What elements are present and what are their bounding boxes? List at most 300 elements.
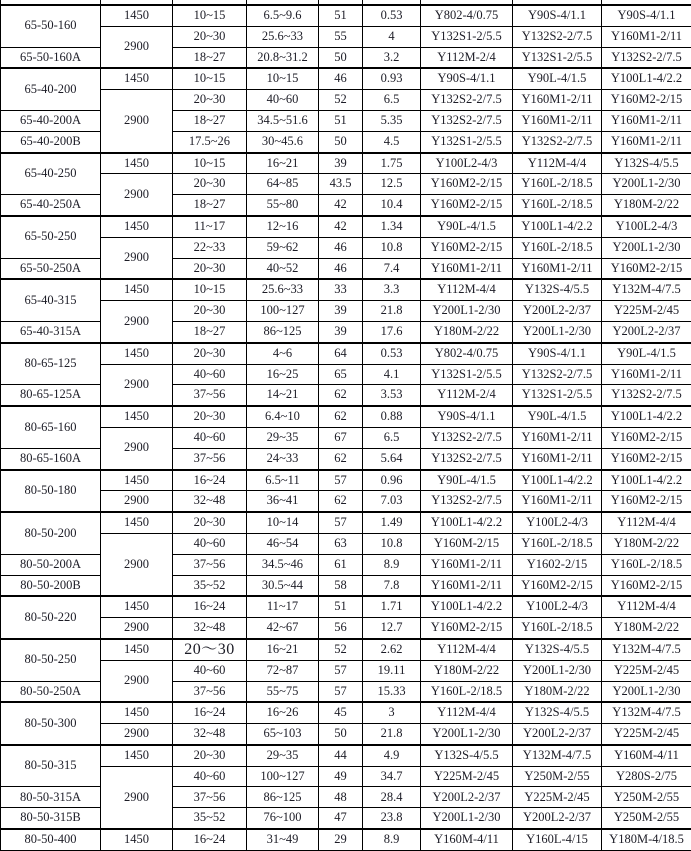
table-cell: 80-65-125 [1,343,101,385]
table-cell: Y160M1-2/11 [602,26,691,47]
table-cell: Y160M2-2/15 [602,258,691,279]
table-row [1,174,691,195]
table-cell: 12.5 [363,174,421,195]
table-cell: 1.49 [363,512,421,533]
table-cell: Y100L1-4/2.2 [421,596,513,617]
table-cell: 39 [319,153,363,174]
table-cell: Y132S-4/5.5 [513,639,602,660]
table-row [1,68,691,89]
table-cell: 65-50-160 [1,5,101,47]
table-cell: 46 [319,237,363,258]
table-cell: Y225M-2/45 [602,301,691,322]
table-cell: 8.9 [363,554,421,575]
table-cell: 1450 [101,343,173,364]
table-cell: Y200L2-2/37 [513,301,602,322]
table-cell: 39 [319,301,363,322]
table-cell: 20~30 [173,90,247,111]
table-cell: 30.5~44 [247,575,319,596]
table-cell: 51 [319,110,363,131]
table-cell: 19.11 [363,660,421,681]
table-cell: Y200L1-2/30 [421,808,513,829]
table-cell: Y132S1-2/5.5 [421,364,513,385]
table-cell: 2900 [101,724,173,745]
table-cell: Y132S2-2/7.5 [421,448,513,469]
table-cell: 20~30 [173,406,247,427]
table-cell: Y200L2-2/37 [513,808,602,829]
table-cell: 5.35 [363,110,421,131]
table-cell: 29~35 [247,427,319,448]
table-cell: Y802-4/0.75 [421,5,513,26]
table-cell: 28.4 [363,787,421,808]
table-cell: 20～30 [173,639,247,660]
table-cell: 80-50-315 [1,745,101,787]
table-cell: 11~17 [247,596,319,617]
table-cell: Y100L1-4/2.2 [602,406,691,427]
table-cell: Y132M-4/7.5 [513,745,602,766]
table-cell: Y90L-4/1.5 [421,216,513,237]
table-cell: Y160M1-2/11 [421,258,513,279]
table-row [1,406,691,427]
table-cell: Y100L2-4/3 [513,596,602,617]
table-cell: 50 [319,131,363,152]
table-cell: 55~75 [247,681,319,702]
table-cell: Y160L-2/18.5 [513,618,602,639]
table-cell: 65-40-200B [1,131,101,152]
table-cell: 40~60 [173,364,247,385]
table-cell: 62 [319,385,363,406]
table-row [1,618,691,639]
table-row [1,26,691,47]
table-cell: 10~15 [173,153,247,174]
table-cell: 80-50-220 [1,596,101,639]
table-cell: Y160M1-2/11 [513,491,602,512]
table-cell: Y160M2-2/15 [602,448,691,469]
table-cell: Y132S2-2/7.5 [602,47,691,68]
table-cell: 0.53 [363,5,421,26]
table-cell: 44 [319,745,363,766]
table-cell: 4.5 [363,131,421,152]
table-row [1,533,691,554]
table-cell: Y160M1-2/11 [513,110,602,131]
table-cell: Y225M-2/45 [602,660,691,681]
table-cell: 1450 [101,279,173,300]
table-cell: 2900 [101,660,173,702]
table-cell: Y200L1-2/30 [513,321,602,342]
table-cell: 43.5 [319,174,363,195]
table-cell: 36~41 [247,491,319,512]
table-cell: 16~21 [247,639,319,660]
table-cell: 8.9 [363,829,421,850]
table-cell: Y180M-2/22 [421,321,513,342]
table-cell: 80-50-315A [1,787,101,808]
table-cell: Y132S2-2/7.5 [421,427,513,448]
table-cell: 5.64 [363,448,421,469]
table-row [1,660,691,681]
table-cell: 17.6 [363,321,421,342]
table-cell: 34.7 [363,766,421,787]
table-cell: Y90S-4/1.1 [513,343,602,364]
table-cell: 37~56 [173,681,247,702]
table-cell: 65 [319,364,363,385]
table-cell: Y132S2-2/7.5 [513,26,602,47]
table-cell: 2900 [101,427,173,469]
table-cell: 6.5 [363,427,421,448]
table-cell: Y200L1-2/30 [421,301,513,322]
table-cell: 2900 [101,533,173,596]
table-cell: Y100L2-4/3 [513,512,602,533]
table-cell: Y200L1-2/30 [602,174,691,195]
table-cell: 2900 [101,364,173,406]
table-cell: 65-40-315 [1,279,101,321]
table-cell: 47 [319,808,363,829]
table-cell: Y160M2-2/15 [421,174,513,195]
table-cell: Y160M2-2/15 [421,237,513,258]
table-cell: 37~56 [173,787,247,808]
table-cell: 72~87 [247,660,319,681]
table-cell: Y90S-4/1.1 [513,5,602,26]
table-row [1,639,691,660]
table-cell: Y132S1-2/5.5 [513,47,602,68]
table-cell: Y132M-4/7.5 [602,279,691,300]
table-cell: 40~52 [247,258,319,279]
table-cell: Y90L-4/1.5 [602,343,691,364]
table-cell: Y112M-4/4 [421,702,513,723]
table-cell: 10.4 [363,195,421,216]
table-cell: Y160M1-2/11 [513,90,602,111]
table-cell: 6.5~11 [247,470,319,491]
table-cell: 52 [319,90,363,111]
table-cell: 16~24 [173,702,247,723]
table-cell: 40~60 [173,427,247,448]
table-cell: Y160L-2/18.5 [513,195,602,216]
table-cell: Y160L-2/18.5 [513,237,602,258]
table-cell: 63 [319,533,363,554]
table-cell: Y160M-2/15 [421,533,513,554]
table-cell: 61 [319,554,363,575]
table-cell: Y112M-4/4 [421,279,513,300]
table-cell: 2.62 [363,639,421,660]
table-cell: Y160L-4/15 [513,829,602,850]
table-cell: Y100L1-4/2.2 [513,216,602,237]
table-cell: Y160M2-2/15 [421,195,513,216]
table-cell: Y112M-2/4 [421,385,513,406]
table-cell: 1450 [101,702,173,723]
table-row [1,596,691,617]
table-cell: Y200L2-2/37 [513,724,602,745]
table-cell: 37~56 [173,554,247,575]
table-cell: 80-65-160 [1,406,101,448]
table-cell: Y132S2-2/7.5 [513,131,602,152]
table-row [1,702,691,723]
table-cell: 62 [319,448,363,469]
table-cell: 65~103 [247,724,319,745]
table-cell: Y225M-2/45 [602,724,691,745]
table-cell: 46 [319,68,363,89]
table-cell: Y250M-2/55 [602,787,691,808]
table-cell: 7.03 [363,491,421,512]
table-cell: 65-50-250A [1,258,101,279]
table-cell: 10~14 [247,512,319,533]
table-cell: 0.93 [363,68,421,89]
table-cell: 34.5~51.6 [247,110,319,131]
table-cell: 20~30 [173,745,247,766]
table-cell: 7.8 [363,575,421,596]
table-cell: Y160M-4/11 [602,745,691,766]
table-cell: Y160M1-2/11 [421,554,513,575]
table-cell: 1450 [101,745,173,766]
table-cell: Y100L1-4/2.2 [513,470,602,491]
table-cell: 3.53 [363,385,421,406]
table-cell: Y160M2-2/15 [602,427,691,448]
table-cell: Y225M-2/45 [421,766,513,787]
table-row [1,90,691,111]
table-cell: 16~24 [173,596,247,617]
table-row [1,766,691,787]
table-cell: 16~24 [173,470,247,491]
table-cell: Y180M-2/22 [602,195,691,216]
table-cell: 40~60 [247,90,319,111]
table-cell: Y200L1-2/30 [421,724,513,745]
table-cell: 20~30 [173,512,247,533]
table-cell: 17.5~26 [173,131,247,152]
table-cell: Y180M-2/22 [602,618,691,639]
table-cell: 65-40-315A [1,321,101,342]
table-cell: 2900 [101,301,173,343]
table-cell: 80-50-250A [1,681,101,702]
table-cell: 2900 [101,26,173,68]
table-cell: 1450 [101,406,173,427]
table-cell: 2900 [101,174,173,216]
table-cell: Y112M-4/4 [513,153,602,174]
table-cell: 37~56 [173,448,247,469]
table-cell: 2900 [101,237,173,279]
table-row [1,216,691,237]
table-cell: 22~33 [173,237,247,258]
table-cell: Y160M-4/11 [421,829,513,850]
table-cell: 80-50-200B [1,575,101,596]
table-row [1,745,691,766]
table-cell: 40~60 [173,766,247,787]
table-cell: 15.33 [363,681,421,702]
table-cell: Y200L2-2/37 [602,321,691,342]
table-cell: 25.6~33 [247,26,319,47]
table-cell: 65-50-160A [1,47,101,68]
table-cell: Y132S2-2/7.5 [421,90,513,111]
table-cell: 23.8 [363,808,421,829]
table-cell: Y280S-2/75 [602,766,691,787]
table-cell: 51 [319,596,363,617]
table-cell: 1450 [101,512,173,533]
table-cell: 16~24 [173,829,247,850]
table-cell: 1.75 [363,153,421,174]
table-cell: 52 [319,639,363,660]
table-cell: 2900 [101,618,173,639]
table-cell: Y160M2-2/15 [602,90,691,111]
table-cell: 42 [319,195,363,216]
table-cell: 20~30 [173,258,247,279]
table-cell: 80-65-125A [1,385,101,406]
table-cell: 100~127 [247,766,319,787]
table-cell: 18~27 [173,321,247,342]
table-cell: Y90S-4/1.1 [421,406,513,427]
table-cell: 31~49 [247,829,319,850]
table-cell: Y132M-4/7.5 [602,702,691,723]
table-cell: 56 [319,618,363,639]
table-cell: Y90L-4/1.5 [421,470,513,491]
table-cell: 80-50-180 [1,470,101,513]
table-cell: 51 [319,5,363,26]
table-cell: 10.8 [363,533,421,554]
table-cell: 59~62 [247,237,319,258]
table-cell: 14~21 [247,385,319,406]
table-row [1,829,691,850]
table-cell: 29~35 [247,745,319,766]
table-cell: 46~54 [247,533,319,554]
table-cell: 65-40-250A [1,195,101,216]
table-cell: 86~125 [247,321,319,342]
table-cell: Y132S2-2/7.5 [602,385,691,406]
table-cell: 10~15 [173,5,247,26]
table-cell: 20~30 [173,343,247,364]
table-cell: 65-50-250 [1,216,101,258]
table-cell: Y132S-4/5.5 [602,153,691,174]
table-cell: Y160L-2/18.5 [513,174,602,195]
table-cell: Y132S1-2/5.5 [513,385,602,406]
table-row [1,724,691,745]
table-cell: Y132S-4/5.5 [513,279,602,300]
table-cell: 10~15 [247,68,319,89]
table-row [1,343,691,364]
table-cell: 39 [319,321,363,342]
table-cell: 37~56 [173,385,247,406]
table-cell: Y802-4/0.75 [421,343,513,364]
table-cell: Y132S1-2/5.5 [421,131,513,152]
table-cell: 35~52 [173,575,247,596]
table-cell: Y160M1-2/11 [602,131,691,152]
table-cell: 62 [319,406,363,427]
table-cell: 57 [319,660,363,681]
table-cell: Y112M-4/4 [602,596,691,617]
table-cell: 10.8 [363,237,421,258]
table-cell: Y100L2-4/3 [602,216,691,237]
table-cell: 35~52 [173,808,247,829]
table-cell: 80-50-315B [1,808,101,829]
table-cell: Y132S2-2/7.5 [513,364,602,385]
table-cell: 80-50-200A [1,554,101,575]
table-row [1,279,691,300]
table-cell: Y160M1-2/11 [421,575,513,596]
table-cell: 40~60 [173,660,247,681]
table-cell: Y250M-2/55 [602,808,691,829]
table-cell: 16~26 [247,702,319,723]
table-row [1,512,691,533]
table-cell: 1450 [101,153,173,174]
table-cell: 80-65-160A [1,448,101,469]
table-cell: 1450 [101,5,173,26]
table-cell: 1450 [101,639,173,660]
table-cell: 33 [319,279,363,300]
table-cell: Y90L-4/1.5 [513,406,602,427]
table-cell: 12~16 [247,216,319,237]
table-cell: 6.5 [363,90,421,111]
table-cell: 2900 [101,90,173,153]
table-cell: Y112M-4/4 [421,639,513,660]
table-cell: Y160M2-2/15 [421,618,513,639]
table-cell: Y132S2-2/7.5 [421,491,513,512]
table-cell: 7.4 [363,258,421,279]
table-cell: 40~60 [173,533,247,554]
table-cell: 1.71 [363,596,421,617]
table-cell: 18~27 [173,47,247,68]
table-cell: Y160M2-2/15 [602,491,691,512]
pump-spec-table-body [1,0,691,850]
table-cell: 86~125 [247,787,319,808]
table-cell: 80-50-200 [1,512,101,554]
table-cell: 18~27 [173,195,247,216]
table-cell: 21.8 [363,301,421,322]
table-cell: 10~15 [173,68,247,89]
table-cell: 20~30 [173,174,247,195]
table-row [1,301,691,322]
table-cell: 57 [319,512,363,533]
table-cell: 55~80 [247,195,319,216]
table-cell: Y160M1-2/11 [513,427,602,448]
table-cell: 1450 [101,829,173,850]
table-cell: Y160M2-2/15 [602,575,691,596]
table-cell: 80-50-250 [1,639,101,681]
table-cell: 6.4~10 [247,406,319,427]
table-cell: 58 [319,575,363,596]
table-cell: 62 [319,491,363,512]
table-cell: 45 [319,702,363,723]
table-cell: 65-40-200 [1,68,101,110]
table-cell: Y100L1-4/2.2 [602,68,691,89]
table-cell: 3.3 [363,279,421,300]
table-cell: Y200L1-2/30 [602,237,691,258]
table-cell: 0.88 [363,406,421,427]
table-cell: Y160M1-2/11 [513,448,602,469]
table-cell: 48 [319,787,363,808]
table-cell: 55 [319,26,363,47]
table-cell: 24~33 [247,448,319,469]
table-cell: 20~30 [173,301,247,322]
table-cell: 4 [363,26,421,47]
table-cell: 21.8 [363,724,421,745]
table-row [1,427,691,448]
table-cell: 50 [319,724,363,745]
table-cell: 2900 [101,491,173,512]
table-cell: 1450 [101,596,173,617]
table-cell: 34.5~46 [247,554,319,575]
table-cell: Y132M-4/7.5 [602,639,691,660]
table-cell: Y160L-2/18.5 [421,681,513,702]
table-cell: Y90S-4/1.1 [421,68,513,89]
table-cell: 25.6~33 [247,279,319,300]
table-cell: 16~21 [247,153,319,174]
table-cell: 32~48 [173,491,247,512]
table-cell: 3.2 [363,47,421,68]
table-cell: 1450 [101,68,173,89]
table-cell: Y160M2-2/15 [513,575,602,596]
table-cell: 76~100 [247,808,319,829]
table-cell: 65-40-200A [1,110,101,131]
table-cell: 57 [319,681,363,702]
table-cell: 18~27 [173,110,247,131]
table-row [1,237,691,258]
table-cell: 1.34 [363,216,421,237]
table-cell: Y250M-2/55 [513,766,602,787]
table-cell: 64 [319,343,363,364]
